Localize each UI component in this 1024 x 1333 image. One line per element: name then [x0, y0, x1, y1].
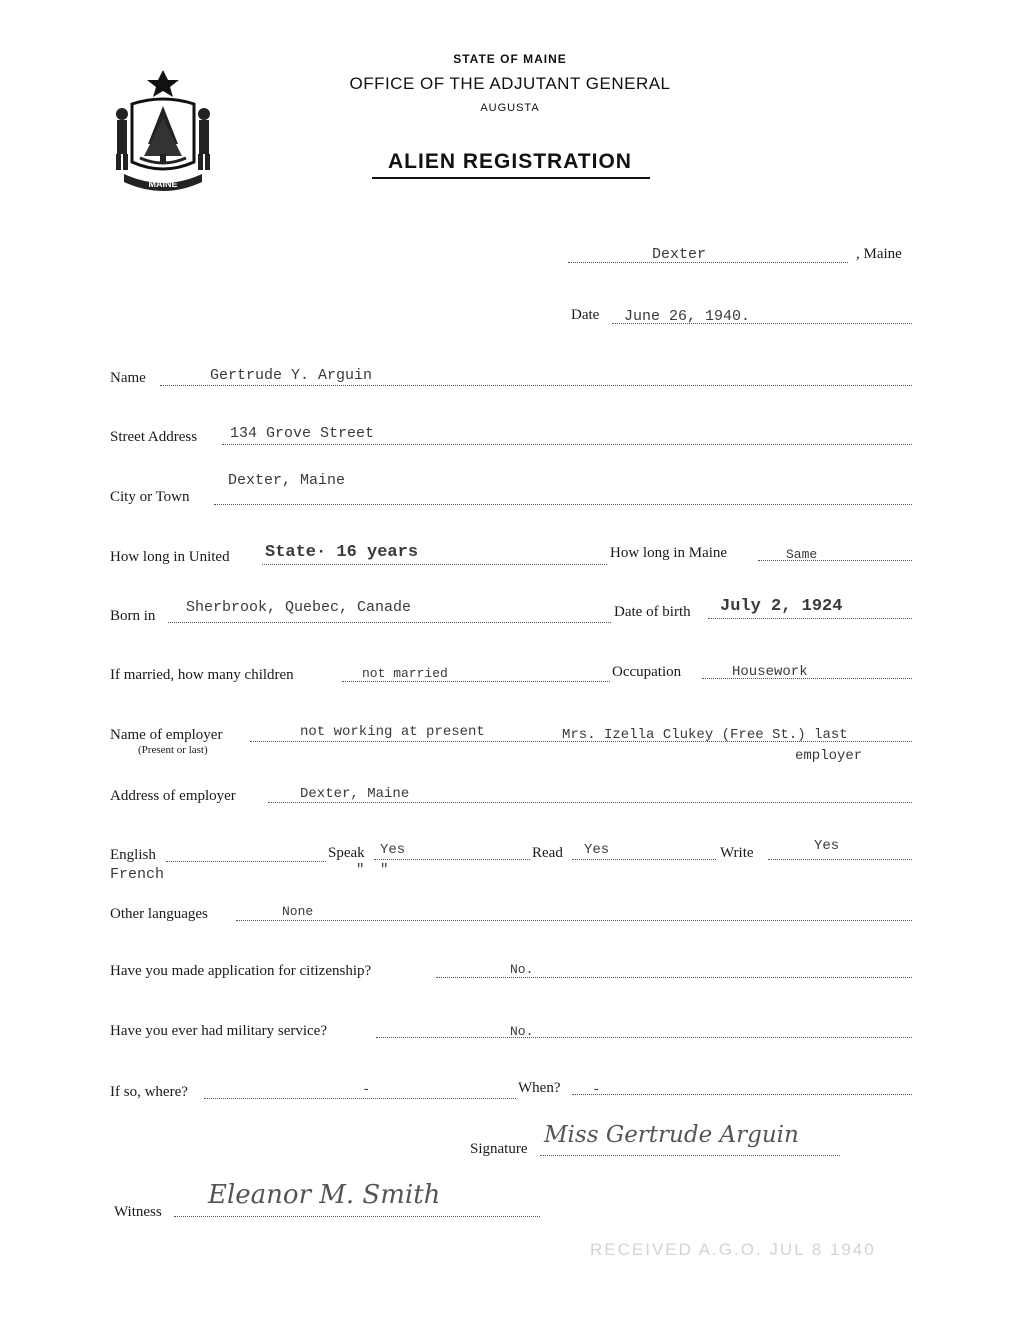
born-in-line: [168, 622, 611, 623]
name-label: Name: [110, 370, 146, 386]
citizenship-line: [436, 977, 912, 978]
how-long-maine-line: [758, 560, 912, 561]
employer-sublabel: (Present or last): [138, 744, 208, 756]
header-office: OFFICE OF THE ADJUTANT GENERAL: [349, 74, 671, 93]
date-of-birth-value: July 2, 1924: [720, 597, 843, 616]
where-line: [204, 1098, 516, 1099]
how-long-us-label: How long in United: [110, 549, 230, 565]
signature-line: [540, 1155, 840, 1156]
where-value: -: [362, 1082, 371, 1098]
how-long-us-value: State· 16 years: [265, 543, 419, 562]
how-long-maine-label: How long in Maine: [610, 545, 728, 561]
maine-state-seal-icon: [110, 66, 216, 192]
city-value: Dexter, Maine: [228, 472, 346, 489]
title-underline: [372, 177, 650, 179]
french-ditto-speak: ": [356, 862, 365, 878]
other-languages-value: None: [282, 904, 314, 919]
children-label: If married, how many children: [110, 667, 294, 683]
speak-line: [374, 859, 530, 860]
english-label: English: [110, 847, 156, 863]
witness-handwriting: Eleanor M. Smith: [208, 1180, 441, 1210]
military-label: Have you ever had military service?: [110, 1023, 327, 1039]
header-state: STATE OF MAINE: [453, 52, 567, 66]
citizenship-value: No.: [510, 962, 534, 977]
employer-value-last: Mrs. Izella Clukey (Free St.) last: [562, 727, 848, 743]
write-label: Write: [720, 845, 754, 861]
born-in-label: Born in: [110, 608, 156, 624]
other-languages-line: [236, 920, 912, 921]
employer-address-line: [268, 802, 912, 803]
employer-label: Name of employer: [110, 727, 223, 743]
witness-label: Witness: [114, 1204, 162, 1220]
how-long-us-line: [262, 564, 607, 565]
date-of-birth-line: [708, 618, 912, 619]
military-line: [376, 1037, 912, 1038]
town-line: [568, 262, 848, 263]
employer-value-continued: employer: [795, 748, 863, 764]
read-label: Read: [532, 845, 563, 861]
children-value: not married: [362, 666, 448, 681]
street-line: [222, 444, 912, 445]
when-label: When?: [518, 1080, 561, 1096]
town-value: Dexter: [652, 246, 707, 263]
speak-value: Yes: [380, 842, 406, 858]
when-line: [572, 1094, 912, 1095]
form-title: ALIEN REGISTRATION: [388, 150, 632, 173]
employer-value: not working at present: [300, 724, 485, 740]
witness-line: [174, 1216, 540, 1217]
received-stamp: RECEIVED A.G.O. JUL 8 1940: [590, 1240, 876, 1259]
french-ditto-speak-2: ": [380, 862, 389, 878]
name-line: [160, 385, 912, 386]
children-line: [342, 681, 610, 682]
where-label: If so, where?: [110, 1084, 188, 1100]
street-label: Street Address: [110, 429, 198, 445]
date-value: June 26, 1940.: [624, 308, 751, 325]
read-value: Yes: [584, 842, 610, 858]
how-long-maine-value: Same: [786, 547, 818, 562]
citizenship-label: Have you made application for citizenship?: [110, 963, 372, 979]
date-label: Date: [571, 307, 600, 323]
signature-handwriting: Miss Gertrude Arguin: [544, 1122, 799, 1148]
other-languages-label: Other languages: [110, 906, 208, 922]
when-value: -: [592, 1082, 601, 1098]
born-in-value: Sherbrook, Quebec, Canade: [186, 599, 412, 616]
write-line: [768, 859, 912, 860]
occupation-label: Occupation: [612, 664, 682, 680]
signature-label: Signature: [470, 1141, 528, 1157]
french-label: French: [110, 866, 165, 883]
header-city: AUGUSTA: [480, 102, 540, 114]
read-line: [572, 859, 716, 860]
employer-address-value: Dexter, Maine: [300, 786, 410, 802]
city-label: City or Town: [110, 489, 190, 505]
write-value: Yes: [814, 838, 840, 854]
street-value: 134 Grove Street: [230, 425, 375, 442]
city-line: [214, 504, 912, 505]
town-suffix: , Maine: [856, 246, 902, 262]
occupation-value: Housework: [732, 664, 808, 680]
speak-label: Speak: [328, 845, 365, 861]
english-line: [166, 861, 326, 862]
name-value: Gertrude Y. Arguin: [210, 367, 373, 384]
employer-address-label: Address of employer: [110, 788, 236, 804]
seal-banner-text: MAINE: [148, 179, 178, 189]
military-value: No.: [510, 1024, 534, 1039]
date-of-birth-label: Date of birth: [614, 604, 691, 620]
